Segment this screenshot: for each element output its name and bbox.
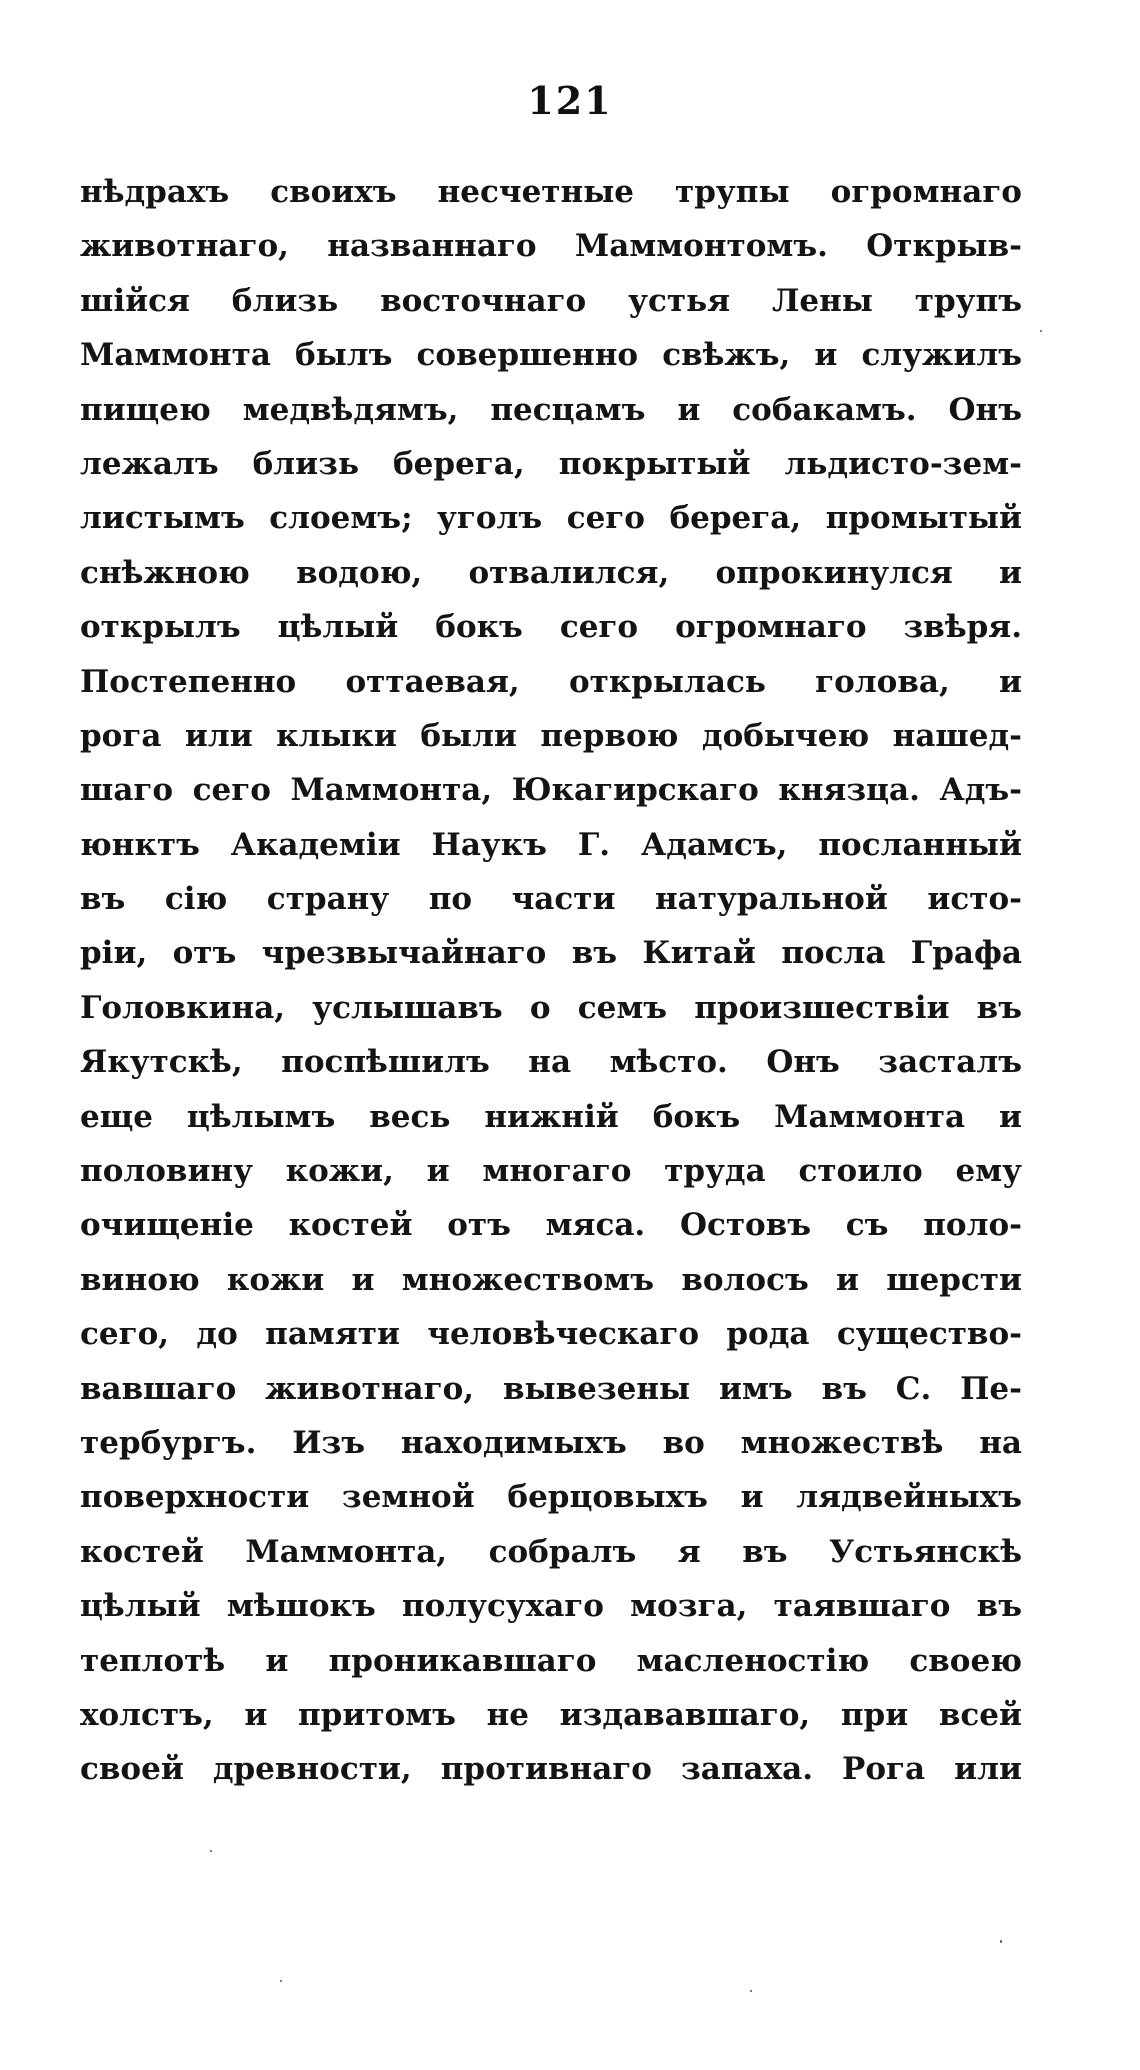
text-line: Головкина, услышавъ о семъ произшествіи въ (80, 989, 1022, 1026)
text-line: вавшаго животнаго, вывезены имъ въ С. Пе- (80, 1370, 1022, 1407)
text-line: Якутскѣ, поспѣшилъ на мѣсто. Онъ засталъ (80, 1044, 1022, 1081)
text-line: шійся близь восточнаго устья Лены трупъ (80, 282, 1022, 319)
print-speck (1000, 1940, 1002, 1943)
text-line: животнаго, названнаго Маммонтомъ. Открыв- (80, 228, 1022, 265)
text-line: открылъ цѣлый бокъ сего огромнаго звѣря. (80, 609, 1022, 646)
text-line: холстъ, и притомъ не издававшаго, при всей (80, 1696, 1022, 1733)
text-line: Постепенно оттаевая, открылась голова, и (80, 663, 1022, 700)
text-line: цѣлый мѣшокъ полусухаго мозга, таявшаго въ (80, 1588, 1022, 1625)
text-line: лежалъ близь берега, покрытый льдисто-зем- (80, 445, 1022, 482)
text-line: теплотѣ и проникавшаго масленостію своею (80, 1642, 1022, 1679)
text-line: въ сію страну по части натуральной исто- (80, 881, 1022, 918)
text-line: виною кожи и множествомъ волосъ и шерсти (80, 1261, 1022, 1298)
print-speck (210, 1850, 212, 1852)
text-line: шаго сего Маммонта, Юкагирскаго князца. Адъ- (80, 772, 1022, 809)
page-number: 121 (527, 78, 613, 123)
text-line: снѣжною водою, отвалился, опрокинулся и (80, 554, 1022, 591)
text-line: тербургъ. Изъ находимыхъ во множествѣ на (80, 1424, 1022, 1461)
text-line: своей древности, противнаго запаха. Рога или (80, 1751, 1022, 1788)
print-speck (750, 1990, 752, 1992)
print-speck (280, 1980, 282, 1982)
text-line: поверхности земной берцовыхъ и лядвейныхъ (80, 1479, 1022, 1516)
body-text (80, 165, 1022, 1797)
text-line: нѣдрахъ своихъ несчетные трупы огромнаго (80, 174, 1022, 210)
text-line: сего, до памяти человѣческаго рода существо- (80, 1316, 1022, 1353)
text-line: половину кожи, и многаго труда стоило ему (80, 1153, 1022, 1190)
text-line: еще цѣлымъ весь нижній бокъ Маммонта и (80, 1098, 1022, 1135)
text-line: рога или клыки были первою добычею нашед- (80, 717, 1022, 754)
text-line: Маммонта былъ совершенно свѣжъ, и служилъ (80, 337, 1022, 374)
text-line: листымъ слоемъ; уголъ сего берега, промытый (80, 500, 1022, 537)
text-line: очищеніе костей отъ мяса. Остовъ съ поло- (80, 1207, 1022, 1244)
print-speck (1040, 330, 1042, 332)
text-line: пищею медвѣдямъ, песцамъ и собакамъ. Онъ (80, 391, 1022, 428)
text-line: ріи, отъ чрезвычайнаго въ Китай посла Графа (80, 935, 1022, 972)
text-line: костей Маммонта, собралъ я въ Устьянскѣ (80, 1533, 1022, 1570)
text-line: юнктъ Академіи Наукъ Г. Адамсъ, посланный (80, 826, 1022, 863)
